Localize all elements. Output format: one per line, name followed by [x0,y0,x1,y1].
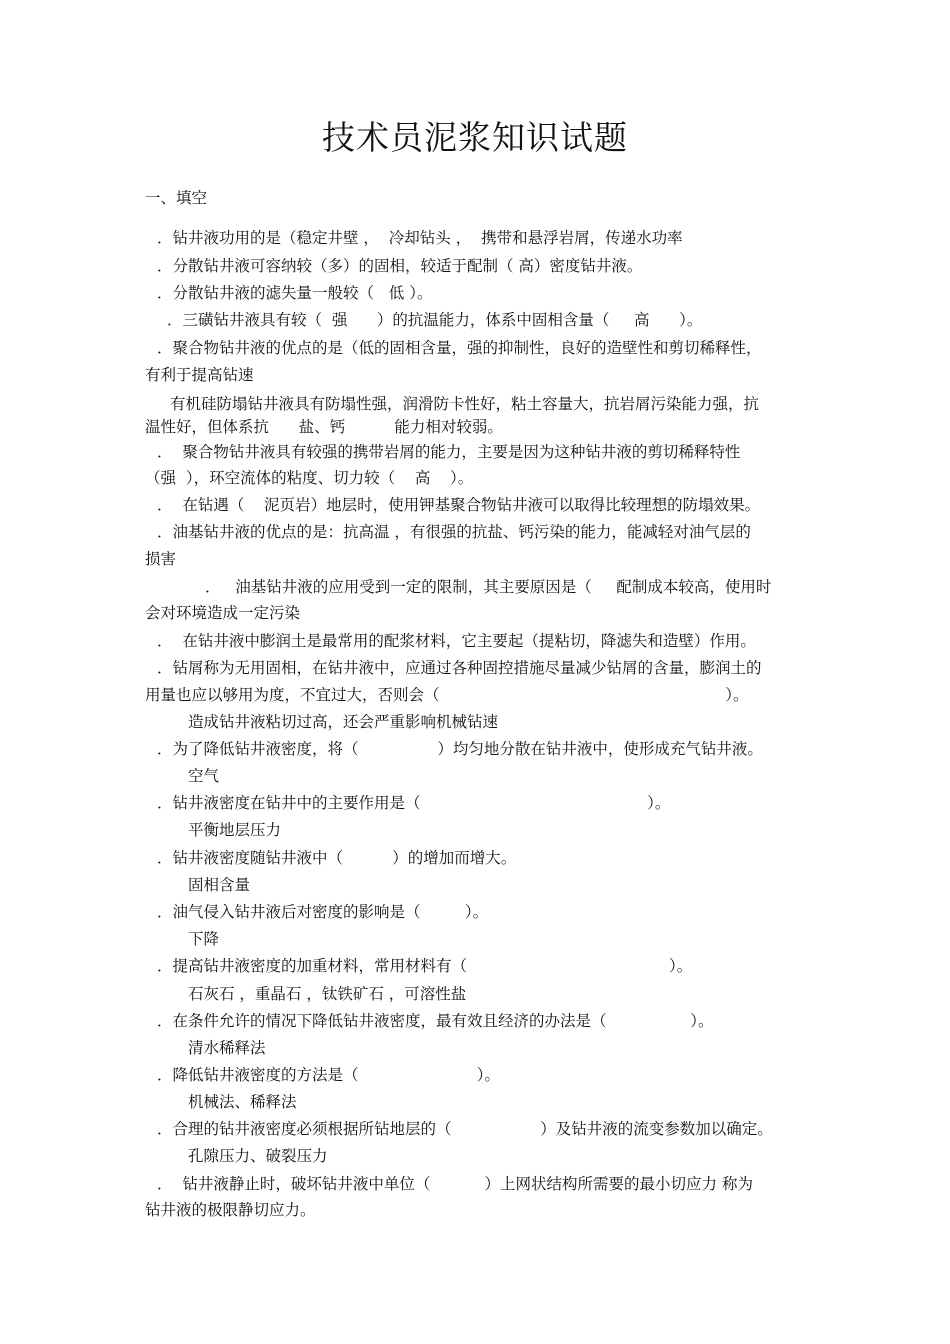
answer-line: 石灰石 ，重晶石 ，钛铁矿石 ，可溶性盐 [188,985,467,1003]
question-line: ．三磺钻井液具有较（ 强 ）的抗温能力，体系中固相含量（ 高 ）。 [167,311,703,329]
question-line: ． 聚合物钻井液具有较强的携带岩屑的能力，主要是因为这种钻井液的剪切稀释特性 [157,443,741,461]
answer-line: 孔隙压力、破裂压力 [188,1147,328,1165]
question-line: ．降低钻井液密度的方法是（ ）。 [157,1066,500,1084]
answer-line: 平衡地层压力 [188,821,282,839]
question-line: 温性好，但体系抗 盐、钙 能力相对较弱。 [145,418,503,436]
question-line: ．提高钻井液密度的加重材料，常用材料有（ ）。 [157,957,693,975]
answer-line: 下降 [188,930,220,948]
question-line: ．油基钻井液的优点的是：抗高温 ，有很强的抗盐、钙污染的能力，能减轻对油气层的 [157,523,751,541]
question-line: 有机硅防塌钻井液具有防塌性强，润滑防卡性好，粘土容量大，抗岩屑污染能力强，抗 [170,395,760,413]
section-heading: 一、填空 [145,189,208,207]
question-line: 有利于提高钻速 [145,366,254,384]
question-line: ．钻井液密度在钻井中的主要作用是（ ）。 [157,794,671,812]
question-line: ．聚合物钻井液的优点的是（低的固相含量，强的抑制性，良好的造壁性和剪切稀释性， [157,339,762,357]
question-line: 用量也应以够用为度，不宜过大，否则会（ ）。 [145,686,749,704]
answer-line: 清水稀释法 [188,1039,266,1057]
question-line: 钻井液的极限静切应力。 [145,1201,316,1219]
question-line: ．油气侵入钻井液后对密度的影响是（ ）。 [157,903,489,921]
question-line: ． 油基钻井液的应用受到一定的限制，其主要原因是（ 配制成本较高，使用时 [205,578,772,596]
question-line: 损害 [145,550,177,568]
question-line: （强 ），环空流体的粘度、切力较（ 高 ）。 [145,469,474,487]
question-line: ．合理的钻井液密度必须根据所钻地层的（ ）及钻井液的流变参数加以确定。 [157,1120,773,1138]
question-line: ．钻井液功用的是（稳定井壁 ， 冷却钻头 ， 携带和悬浮岩屑，传递水功率 [157,229,683,247]
answer-line: 机械法、稀释法 [188,1093,297,1111]
question-line: ． 在钻遇（ 泥页岩）地层时，使用钾基聚合物钻井液可以取得比较理想的防塌效果。 [157,496,761,514]
question-line: ． 钻井液静止时，破坏钻井液中单位（ ）上网状结构所需要的最小切应力 称为 [157,1175,753,1193]
answer-line: 固相含量 [188,876,251,894]
question-line: ．为了降低钻井液密度，将（ ）均匀地分散在钻井液中，使形成充气钻井液。 [157,740,763,758]
question-line: ．钻屑称为无用固相，在钻井液中，应通过各种固控措施尽量减少钻屑的含量，膨润土的 [157,659,762,677]
document-title: 技术员泥浆知识试题 [322,118,628,157]
question-line: ．在条件允许的情况下降低钻井液密度，最有效且经济的办法是（ ）。 [157,1012,714,1030]
question-line: ．分散钻井液的滤失量一般较（ 低 ）。 [157,284,433,302]
answer-line: 造成钻井液粘切过高，还会严重影响机械钻速 [188,713,499,731]
question-line: ．钻井液密度随钻井液中（ ）的增加而增大。 [157,849,517,867]
question-line: ． 在钻井液中膨润土是最常用的配浆材料，它主要起（提粘切，降滤失和造壁）作用。 [157,632,756,650]
question-line: 会对环境造成一定污染 [145,604,301,622]
question-line: ．分散钻井液可容纳较（多）的固相，较适于配制（ 高）密度钻井液。 [157,257,643,275]
answer-line: 空气 [188,767,220,785]
